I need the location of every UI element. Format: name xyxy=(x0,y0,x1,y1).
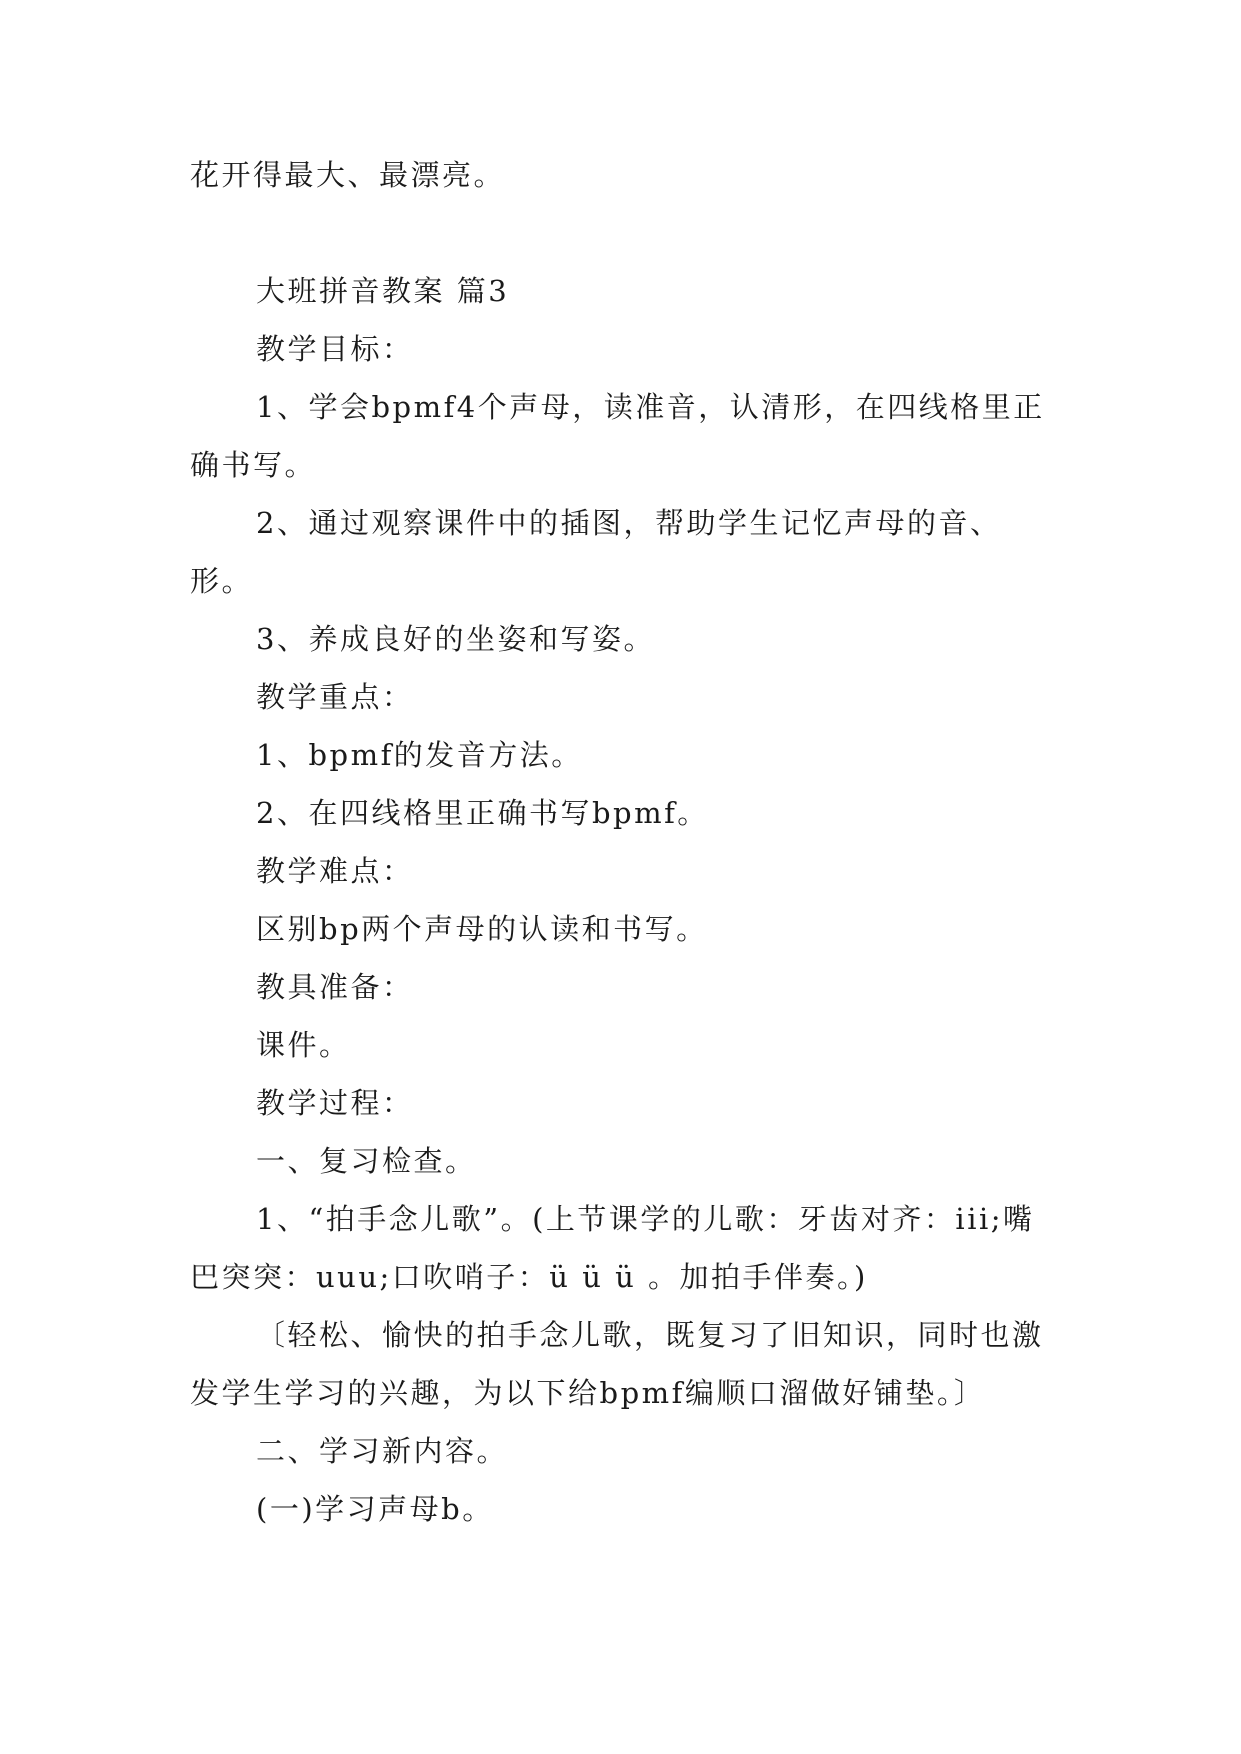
heading-teaching-goals: 教学目标： xyxy=(256,332,414,366)
process-step-1-note: 〔轻松、愉快的拍手念儿歌，既复习了旧知识，同时也激发学生学习的兴趣，为以下给bpmf编顺口溜做好铺垫。〕 xyxy=(190,1318,1044,1410)
process-step-1-detail: 1、“拍手念儿歌”。(上节课学的儿歌：牙齿对齐：iii;嘴巴突突：uuu;口吹哨子：ü ü ü 。加拍手伴奏。) xyxy=(190,1202,1035,1294)
process-step-1: 一、复习检查。 xyxy=(256,1144,477,1178)
difficulty-item: 区别bp两个声母的认读和书写。 xyxy=(256,912,708,946)
goal-item-3: 3、养成良好的坐姿和写姿。 xyxy=(256,622,655,656)
section-title: 大班拼音教案 篇3 xyxy=(256,274,510,308)
document-body xyxy=(190,146,1052,1538)
key-point-2: 2、在四线格里正确书写bpmf。 xyxy=(256,796,709,830)
heading-key-points: 教学重点： xyxy=(256,680,414,714)
key-point-1: 1、bpmf的发音方法。 xyxy=(256,738,583,772)
process-step-2-sub-1: (一)学习声母b。 xyxy=(256,1492,494,1526)
goal-item-2: 2、通过观察课件中的插图，帮助学生记忆声母的音、形。 xyxy=(190,506,1002,598)
blank-line xyxy=(190,204,1052,262)
materials-item: 课件。 xyxy=(256,1028,351,1062)
heading-difficulties: 教学难点： xyxy=(256,854,414,888)
heading-materials: 教具准备： xyxy=(256,970,414,1004)
heading-process: 教学过程： xyxy=(256,1086,414,1120)
process-step-2: 二、学习新内容。 xyxy=(256,1434,509,1468)
goal-item-1: 1、学会bpmf4个声母，读准音，认清形，在四线格里正确书写。 xyxy=(190,390,1045,482)
top-fragment: 花开得最大、最漂亮。 xyxy=(190,158,506,192)
